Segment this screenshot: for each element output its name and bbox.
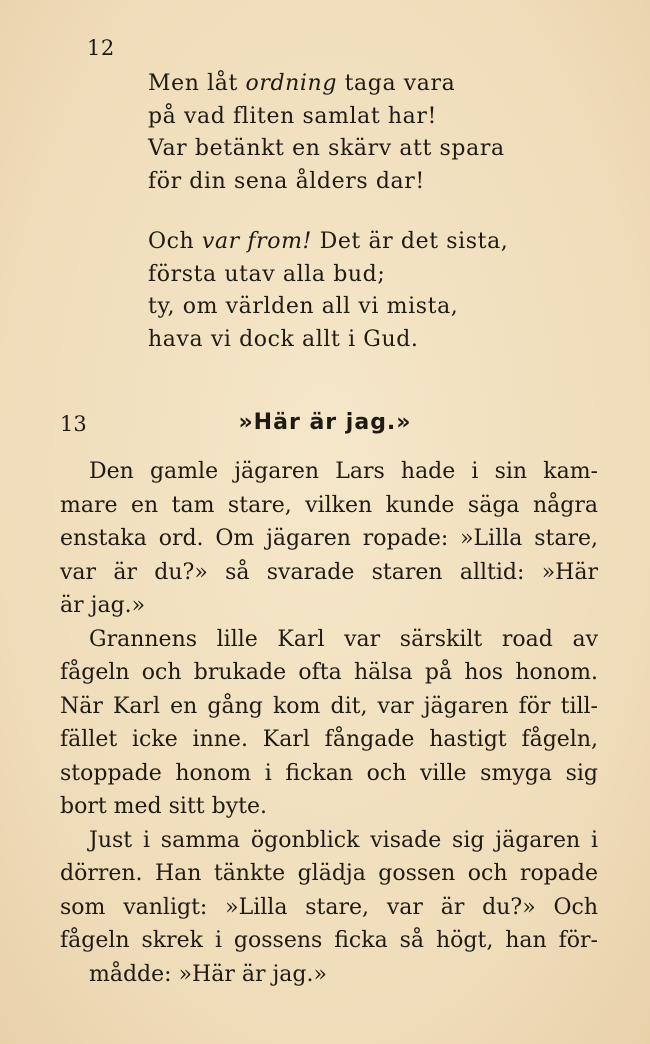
poem-line: ty, om världen all vi mista, bbox=[148, 294, 459, 319]
poem-line: på vad fliten samlat har! bbox=[148, 103, 437, 129]
text-line: stoppade honom i fickan och ville smyga sig bbox=[60, 760, 598, 786]
text-line: När Karl en gång kom dit, var jägaren för till- bbox=[60, 693, 598, 719]
poem-line: för din sena ålders dar! bbox=[148, 168, 425, 194]
poem-line: första utav alla bud; bbox=[148, 261, 386, 287]
text-line: fället icke inne. Karl fångade hastigt fågeln, bbox=[60, 727, 598, 752]
text-line: fågeln skrek i gossens ficka så högt, han för- bbox=[60, 928, 598, 953]
poem-emphasis: ordning bbox=[245, 71, 338, 96]
text-line: bort med sitt byte. bbox=[60, 794, 268, 819]
story-number: 13 bbox=[60, 412, 87, 436]
paragraph-2 bbox=[60, 623, 598, 824]
poem-text: Och bbox=[148, 229, 202, 254]
poem-stanza-2 bbox=[148, 226, 508, 356]
story-body bbox=[60, 455, 598, 991]
page-number: 12 bbox=[87, 36, 115, 60]
poem-line bbox=[148, 68, 508, 101]
text-line: enstaka ord. Om jägaren ropade: »Lilla stare, bbox=[60, 526, 598, 551]
poem-line: hava vi dock allt i Gud. bbox=[148, 326, 419, 352]
poem-line bbox=[148, 226, 508, 259]
paragraph-3 bbox=[60, 824, 598, 992]
text-line: dörren. Han tänkte glädja gossen och ropade bbox=[60, 861, 598, 886]
text-line: mare en tam stare, vilken kunde säga några bbox=[60, 492, 598, 518]
paragraph-1 bbox=[60, 455, 598, 623]
text-line: Den gamle jägaren Lars hade i sin kam- bbox=[89, 459, 598, 484]
poem-stanza-1 bbox=[148, 68, 508, 198]
poem-line: Var betänkt en skärv att spara bbox=[148, 136, 505, 161]
story-title: »Här är jag.» bbox=[238, 410, 412, 435]
poem-text: Det är det sista, bbox=[311, 229, 509, 254]
poem-text: taga vara bbox=[337, 71, 456, 96]
text-line: som vanligt: »Lilla stare, var är du?» Och bbox=[60, 894, 598, 920]
text-line: fågeln och brukade ofta hälsa på hos honom. bbox=[60, 660, 598, 685]
text-line: Just i samma ögonblick visade sig jägaren i bbox=[89, 827, 598, 853]
poem-emphasis: var from! bbox=[201, 229, 312, 254]
text-line: var är du?» så svarade staren alltid: »Här bbox=[60, 559, 598, 585]
poem bbox=[148, 68, 508, 356]
text-line: Grannens lille Karl var särskilt road av bbox=[89, 626, 598, 652]
text-line: är jag.» bbox=[60, 593, 146, 618]
text-line: mådde: »Här är jag.» bbox=[89, 961, 327, 987]
poem-text: Men låt bbox=[148, 71, 246, 96]
